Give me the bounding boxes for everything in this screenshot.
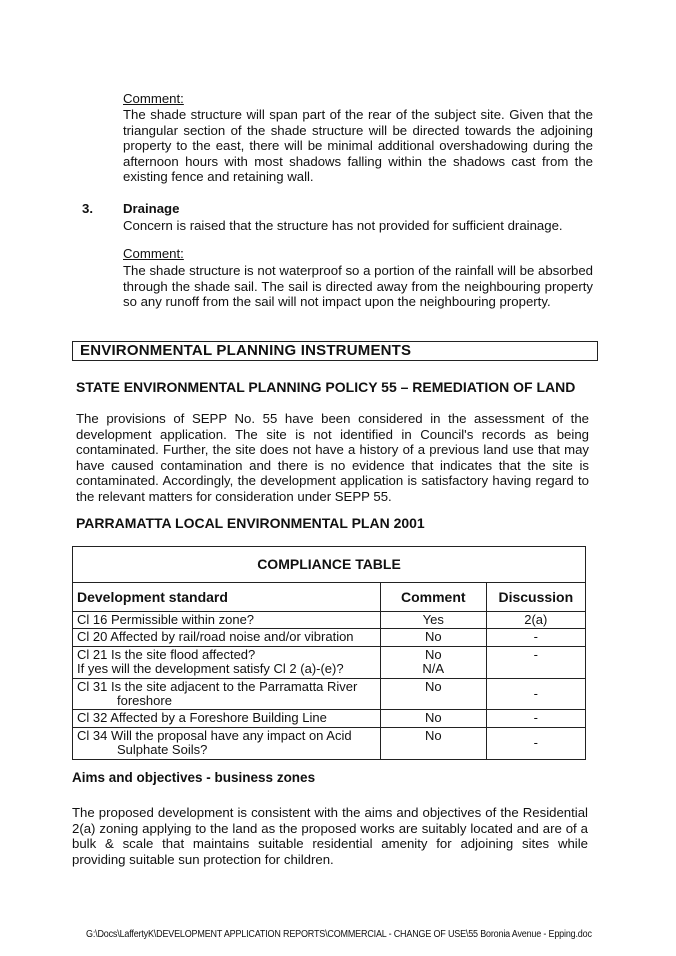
table-row xyxy=(73,612,586,629)
discussion-cell: - xyxy=(486,646,585,678)
sepp-paragraph: The provisions of SEPP No. 55 have been considered in the assessment of the development application. The site is not identified in Council's records as being contaminated. Further, the site does not have a history of a previous land use that may have caused contamination and there is no evidence that indicates that the site is contaminated. Accordingly, the development application is satisfactory having regard to the relevant matters for consideration under SEPP 55. xyxy=(76,411,589,504)
discussion-cell: - xyxy=(486,678,585,710)
item-number: 3. xyxy=(82,201,93,216)
item-text: Concern is raised that the structure has not provided for sufficient drainage. xyxy=(123,218,563,233)
table-row xyxy=(73,646,586,678)
discussion-cell: 2(a) xyxy=(486,612,585,629)
comment-line: No xyxy=(424,646,442,662)
table-row xyxy=(73,629,586,646)
sepp-heading: STATE ENVIRONMENTAL PLANNING POLICY 55 – REMEDIATION OF LAND xyxy=(76,379,576,395)
section-heading: ENVIRONMENTAL PLANNING INSTRUMENTS xyxy=(80,342,412,359)
aims-paragraph: The proposed development is consistent with the aims and objectives of the Residential 2(a) zoning applying to the land as the proposed works are suitably located and are of a bulk & scale that maintains suitable residential amenity for adjoining sites while providing suitable sun protection for children. xyxy=(72,805,588,867)
section-heading-underline xyxy=(72,360,598,361)
aims-heading: Aims and objectives - business zones xyxy=(72,770,316,785)
standard-line: If yes will the development satisfy Cl 2 (a)-(e)? xyxy=(77,661,344,677)
table-row xyxy=(73,727,586,759)
standard-cell xyxy=(73,678,381,710)
standard-cell xyxy=(73,646,381,678)
comment-cell: Yes xyxy=(380,612,486,629)
comment-paragraph: The shade structure is not waterproof so a portion of the rainfall will be absorbed through the shade sail. The sail is directed away from the neighbouring property so any runoff from the sail will not impact upon the neighbouring property. xyxy=(123,263,593,310)
footer-file-path: G:\Docs\LaffertyK\DEVELOPMENT APPLICATION REPORTS\COMMERCIAL - CHANGE OF USE\55 Boronia Avenue - Epping.doc xyxy=(86,929,592,940)
comment-paragraph: The shade structure will span part of the rear of the subject site. Given that the triangular section of the shade structure will be directed towards the adjoining property to the east, there will be minimal additional overshadowing during the afternoon hours with most shadows falling within the shadows cast from the existing fence and retaining wall. xyxy=(123,107,593,185)
column-header: Discussion xyxy=(486,583,585,612)
comment-label: Comment: xyxy=(123,91,184,106)
item-title: Drainage xyxy=(123,201,180,216)
table-header-row xyxy=(73,583,586,612)
lep-heading: PARRAMATTA LOCAL ENVIRONMENTAL PLAN 2001 xyxy=(76,515,425,531)
comment-label: Comment: xyxy=(123,246,184,261)
comment-cell: No xyxy=(380,727,486,759)
table-row xyxy=(73,710,586,727)
standard-cell: Cl 20 Affected by rail/road noise and/or vibration xyxy=(73,629,381,646)
comment-cell: No xyxy=(380,678,486,710)
standard-cell: Cl 32 Affected by a Foreshore Building Line xyxy=(73,710,381,727)
comment-cell: No xyxy=(380,629,486,646)
comment-cell xyxy=(380,646,486,678)
standard-line: Sulphate Soils? xyxy=(117,742,208,758)
discussion-cell: - xyxy=(486,727,585,759)
column-header: Development standard xyxy=(73,583,381,612)
standard-line: Cl 21 Is the site flood affected? xyxy=(77,646,256,662)
discussion-cell: - xyxy=(486,629,585,646)
standard-line: Cl 34 Will the proposal have any impact on Acid xyxy=(77,727,352,743)
comment-cell: No xyxy=(380,710,486,727)
standard-cell: Cl 16 Permissible within zone? xyxy=(73,612,381,629)
comment-line: N/A xyxy=(422,661,445,677)
discussion-cell: - xyxy=(486,710,585,727)
standard-line: foreshore xyxy=(117,693,172,709)
table-row xyxy=(73,678,586,710)
column-header: Comment xyxy=(380,583,486,612)
standard-cell xyxy=(73,727,381,759)
table-caption: COMPLIANCE TABLE xyxy=(73,547,586,583)
standard-line: Cl 31 Is the site adjacent to the Parramatta River xyxy=(77,678,358,694)
compliance-table xyxy=(72,546,586,760)
